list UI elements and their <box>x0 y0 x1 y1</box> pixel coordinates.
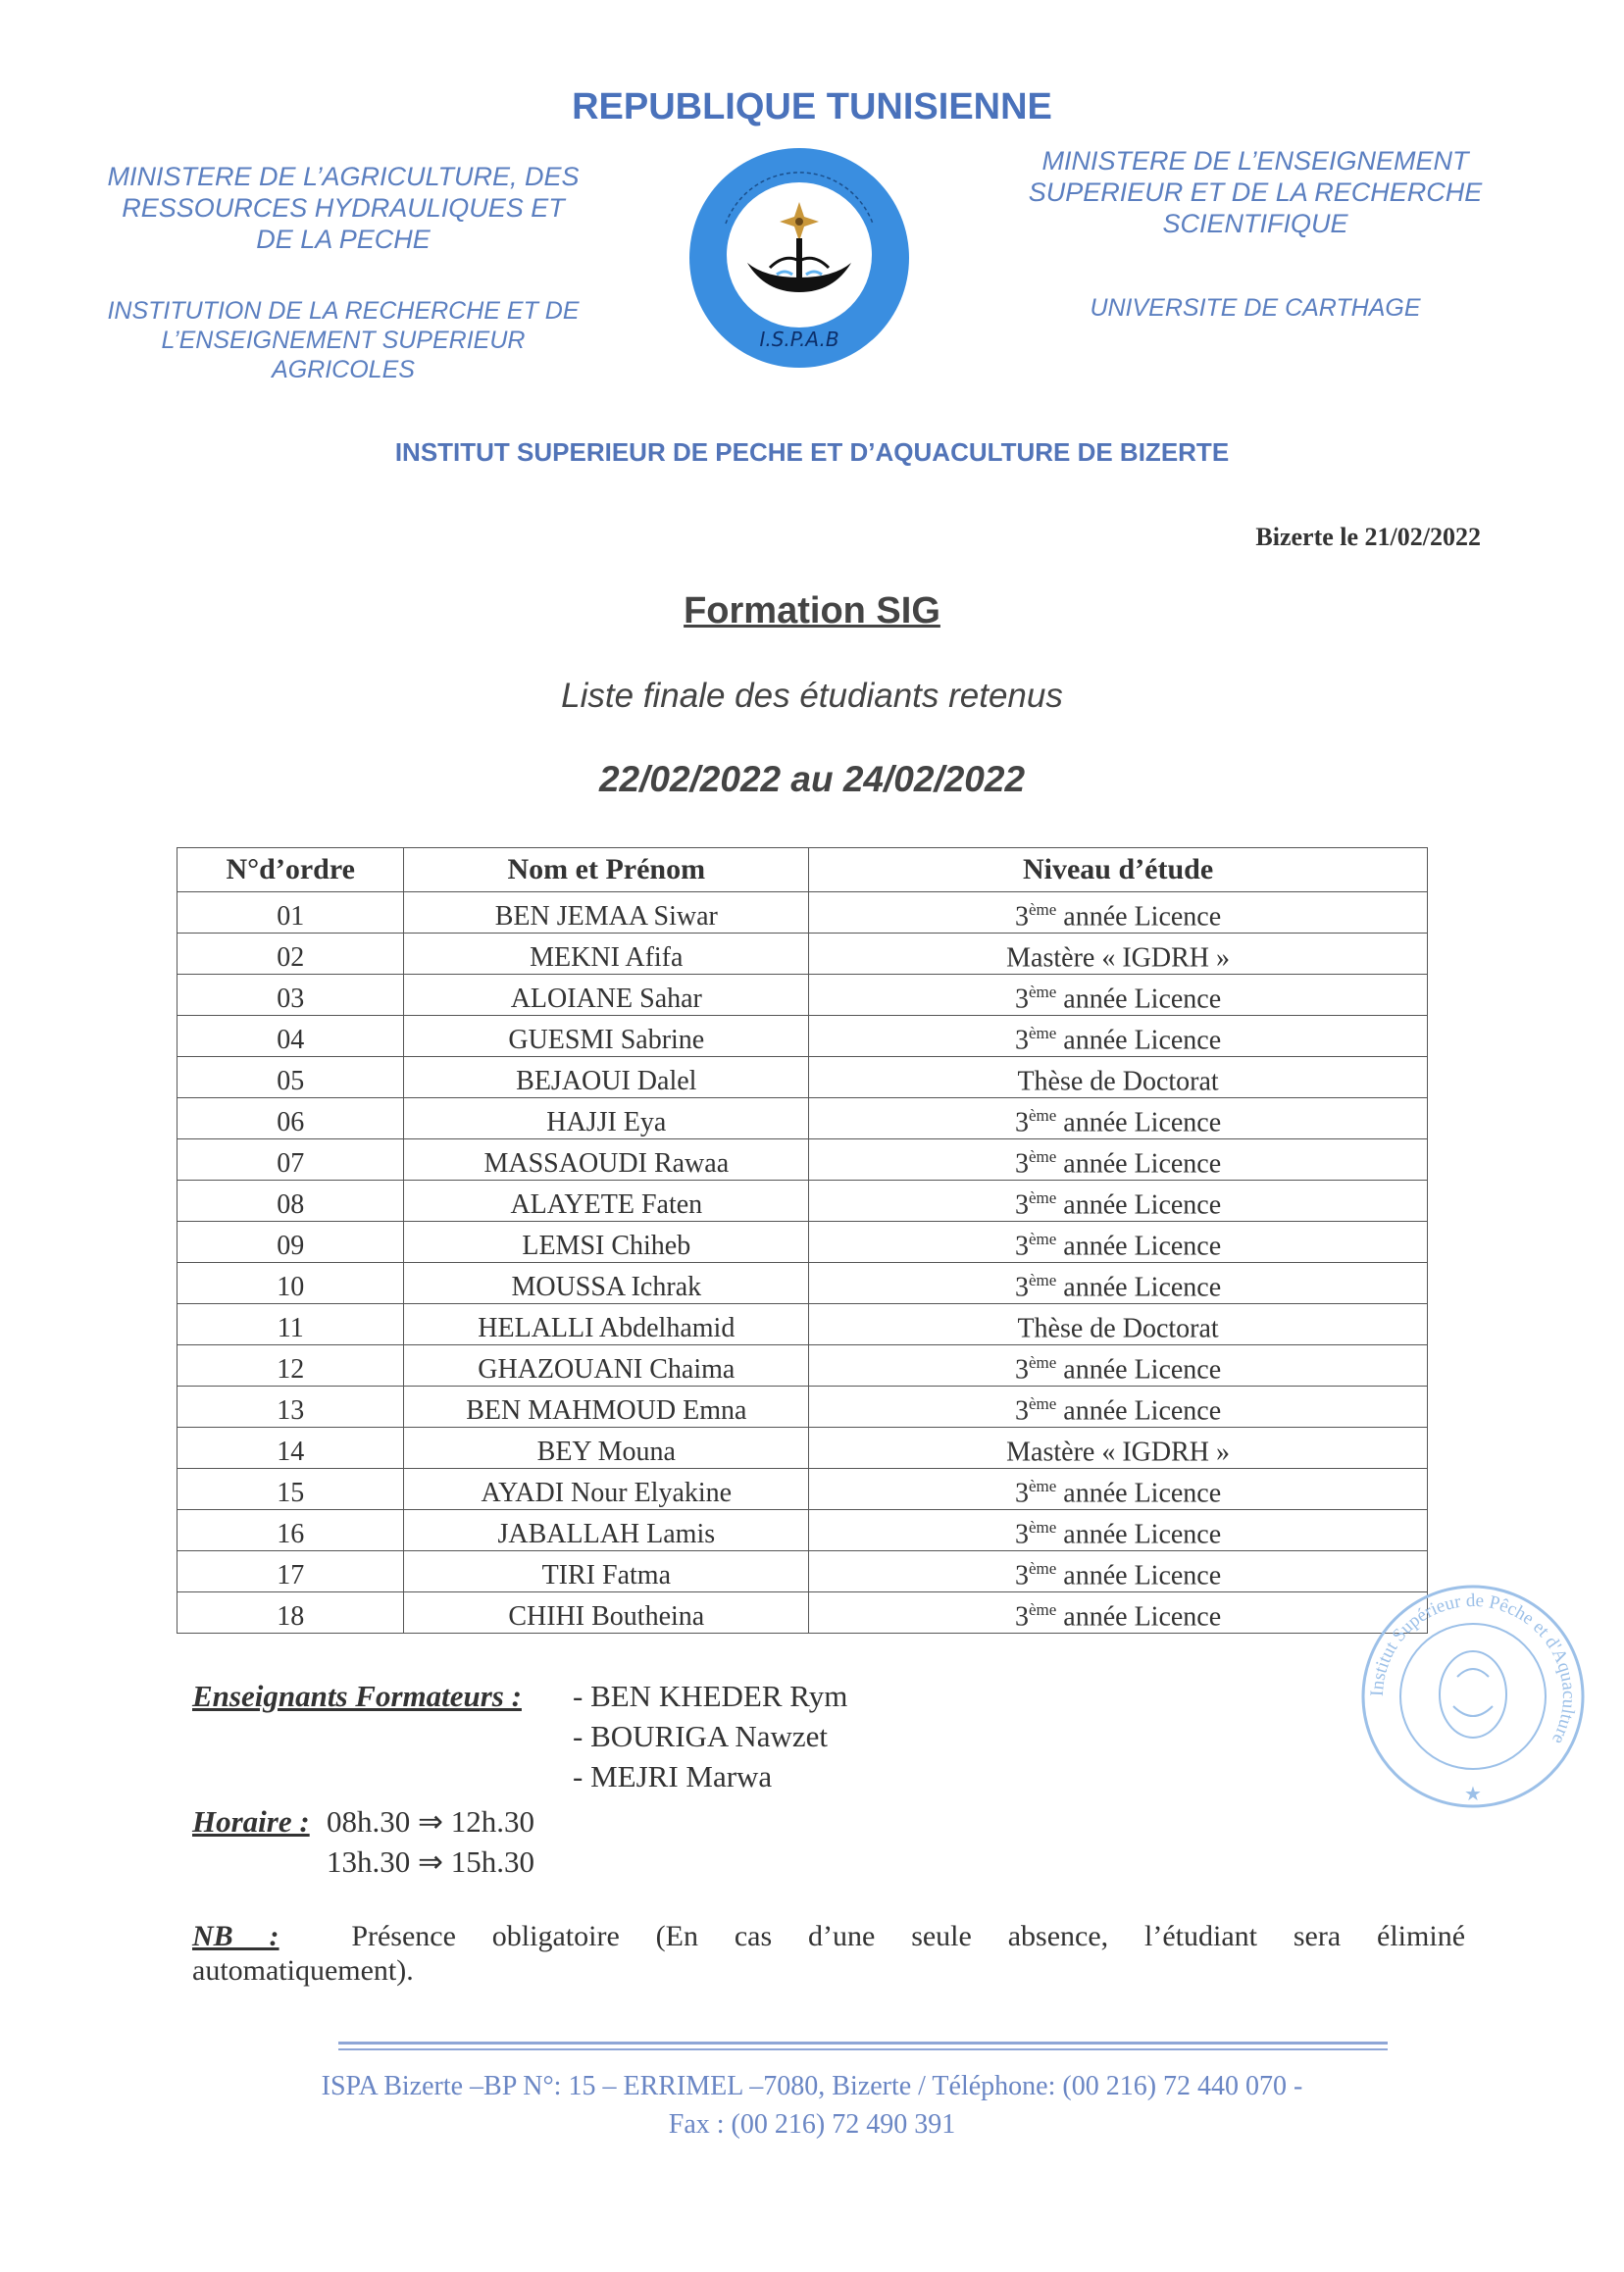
ispab-logo <box>686 145 912 371</box>
study-level-superscript: ème <box>1028 982 1057 1001</box>
table-row <box>178 1387 1428 1428</box>
table-row <box>178 1222 1428 1263</box>
study-level-superscript: ème <box>1028 1476 1057 1495</box>
student-name: BEN JEMAA Siwar <box>404 892 809 934</box>
study-level-text: année Licence <box>1056 1272 1222 1302</box>
table-row <box>178 975 1428 1016</box>
footer-fax: Fax : (00 216) 72 490 391 <box>668 2109 956 2140</box>
table-row <box>178 934 1428 975</box>
study-level-prefix: 3 <box>1014 1478 1029 1508</box>
study-level <box>809 1139 1428 1181</box>
study-level-text: année Licence <box>1056 984 1222 1014</box>
ministry-higher-education <box>990 145 1520 239</box>
ministry-agriculture-line: MINISTERE DE L’AGRICULTURE, DES <box>107 162 580 191</box>
study-level-prefix: 3 <box>1014 984 1029 1014</box>
note-text: Présence obligatoire (En cas d’une seule absence, l’étudiant sera éliminé <box>351 1920 1466 1952</box>
institution-research-line: L’ENSEIGNEMENT SUPERIEUR <box>161 327 526 354</box>
study-level <box>809 1510 1428 1551</box>
study-level <box>809 1016 1428 1057</box>
schedule-slot: 08h.30 ⇒ 12h.30 <box>327 1804 534 1839</box>
stamp-text-path: Institut Supérieur de Pêche et d'Aquaculture <box>1366 1590 1580 1747</box>
table-row <box>178 1139 1428 1181</box>
schedule-label: Horaire : <box>192 1804 310 1839</box>
study-level <box>809 892 1428 934</box>
students-table <box>177 847 1428 1634</box>
study-level-prefix: 3 <box>1014 1519 1029 1549</box>
study-level-text: Thèse de Doctorat <box>1017 1313 1219 1343</box>
row-number: 13 <box>178 1387 404 1428</box>
study-level-text: Thèse de Doctorat <box>1017 1066 1219 1096</box>
study-level <box>809 1469 1428 1510</box>
student-name: GHAZOUANI Chaima <box>404 1345 809 1387</box>
student-name: ALAYETE Faten <box>404 1181 809 1222</box>
study-level-superscript: ème <box>1028 1517 1057 1537</box>
row-number: 17 <box>178 1551 404 1592</box>
study-level-text: année Licence <box>1056 1107 1222 1137</box>
study-level-prefix: 3 <box>1014 1231 1029 1261</box>
study-level-text: Mastère « IGDRH » <box>1006 942 1230 973</box>
university-name: UNIVERSITE DE CARTHAGE <box>1090 294 1421 322</box>
row-number: 08 <box>178 1181 404 1222</box>
institute-name: INSTITUT SUPERIEUR DE PECHE ET D’AQUACULTURE DE BIZERTE <box>394 437 1230 467</box>
study-level-text: année Licence <box>1056 1148 1222 1179</box>
ministry-higher-education-line: SCIENTIFIQUE <box>1162 209 1348 238</box>
study-level <box>809 1304 1428 1345</box>
student-name: ALOIANE Sahar <box>404 975 809 1016</box>
study-level-text: année Licence <box>1056 1478 1222 1508</box>
student-name: LEMSI Chiheb <box>404 1222 809 1263</box>
student-name: TIRI Fatma <box>404 1551 809 1592</box>
row-number: 09 <box>178 1222 404 1263</box>
study-level-text: Mastère « IGDRH » <box>1006 1437 1230 1467</box>
study-level-text: année Licence <box>1056 1601 1222 1632</box>
institution-research-line: INSTITUTION DE LA RECHERCHE ET DE <box>107 297 580 325</box>
teacher-name: - MEJRI Marwa <box>573 1759 773 1793</box>
student-name: JABALLAH Lamis <box>404 1510 809 1551</box>
study-level-text: année Licence <box>1056 1025 1222 1055</box>
study-level <box>809 1345 1428 1387</box>
column-header-number: N°d’ordre <box>178 848 404 892</box>
study-level-text: année Licence <box>1056 1395 1222 1426</box>
row-number: 12 <box>178 1345 404 1387</box>
study-level-superscript: ème <box>1028 1352 1057 1372</box>
table-row <box>178 1592 1428 1634</box>
schedule-slot: 13h.30 ⇒ 15h.30 <box>327 1844 534 1879</box>
table-row <box>178 892 1428 934</box>
study-level-superscript: ème <box>1028 1393 1057 1413</box>
student-name: CHIHI Boutheina <box>404 1592 809 1634</box>
table-row <box>178 1057 1428 1098</box>
row-number: 16 <box>178 1510 404 1551</box>
table-row <box>178 1345 1428 1387</box>
table-row <box>178 1181 1428 1222</box>
study-level <box>809 1592 1428 1634</box>
teacher-name: - BEN KHEDER Rym <box>573 1679 848 1713</box>
study-level-text: année Licence <box>1056 1519 1222 1549</box>
study-level-superscript: ème <box>1028 1187 1057 1207</box>
student-name: BEJAOUI Dalel <box>404 1057 809 1098</box>
student-name: MASSAOUDI Rawaa <box>404 1139 809 1181</box>
row-number: 10 <box>178 1263 404 1304</box>
row-number: 18 <box>178 1592 404 1634</box>
document-title: Formation SIG <box>684 590 940 631</box>
table-row <box>178 1428 1428 1469</box>
study-level-superscript: ème <box>1028 1105 1057 1125</box>
row-number: 04 <box>178 1016 404 1057</box>
study-level-prefix: 3 <box>1014 901 1029 932</box>
table-row <box>178 1304 1428 1345</box>
row-number: 01 <box>178 892 404 934</box>
study-level-prefix: 3 <box>1014 1272 1029 1302</box>
teacher-name: - BOURIGA Nawzet <box>573 1719 829 1753</box>
study-level-superscript: ème <box>1028 1270 1057 1289</box>
note-continuation: automatiquement). <box>192 1954 414 1987</box>
student-name: BEY Mouna <box>404 1428 809 1469</box>
table-row <box>178 1551 1428 1592</box>
study-level-prefix: 3 <box>1014 1395 1029 1426</box>
study-level <box>809 1428 1428 1469</box>
student-name: MEKNI Afifa <box>404 934 809 975</box>
row-number: 07 <box>178 1139 404 1181</box>
study-level-text: année Licence <box>1056 901 1222 932</box>
student-name: AYADI Nour Elyakine <box>404 1469 809 1510</box>
table-row <box>178 1263 1428 1304</box>
logo-text: I.S.P.A.B <box>759 328 839 351</box>
row-number: 11 <box>178 1304 404 1345</box>
training-period: 22/02/2022 au 24/02/2022 <box>598 759 1026 799</box>
study-level-superscript: ème <box>1028 899 1057 919</box>
ministry-higher-education-line: SUPERIEUR ET DE LA RECHERCHE <box>1028 177 1483 207</box>
study-level-text: année Licence <box>1056 1560 1222 1590</box>
student-name: GUESMI Sabrine <box>404 1016 809 1057</box>
table-row <box>178 1098 1428 1139</box>
study-level <box>809 1222 1428 1263</box>
republic-title: REPUBLIQUE TUNISIENNE <box>572 86 1052 127</box>
student-name: BEN MAHMOUD Emna <box>404 1387 809 1428</box>
teachers-label: Enseignants Formateurs : <box>192 1679 522 1713</box>
column-header-level: Niveau d’étude <box>809 848 1428 892</box>
study-level-prefix: 3 <box>1014 1601 1029 1632</box>
ministry-agriculture-line: DE LA PECHE <box>256 225 431 254</box>
row-number: 06 <box>178 1098 404 1139</box>
study-level-prefix: 3 <box>1014 1189 1029 1220</box>
study-level-superscript: ème <box>1028 1023 1057 1042</box>
study-level-superscript: ème <box>1028 1599 1057 1619</box>
study-level-superscript: ème <box>1028 1146 1057 1166</box>
student-name: HELALLI Abdelhamid <box>404 1304 809 1345</box>
row-number: 02 <box>178 934 404 975</box>
study-level-prefix: 3 <box>1014 1025 1029 1055</box>
document-subtitle: Liste finale des étudiants retenus <box>561 677 1063 715</box>
ministry-agriculture-line: RESSOURCES HYDRAULIQUES ET <box>122 193 565 223</box>
table-header-row <box>178 848 1428 892</box>
study-level-text: année Licence <box>1056 1354 1222 1385</box>
row-number: 05 <box>178 1057 404 1098</box>
study-level <box>809 1057 1428 1098</box>
study-level-prefix: 3 <box>1014 1107 1029 1137</box>
institution-research <box>78 296 608 384</box>
table-row <box>178 1469 1428 1510</box>
row-number: 03 <box>178 975 404 1016</box>
row-number: 15 <box>178 1469 404 1510</box>
student-name: MOUSSA Ichrak <box>404 1263 809 1304</box>
note-label: NB : <box>192 1920 279 1952</box>
table-row <box>178 1510 1428 1551</box>
student-name: HAJJI Eya <box>404 1098 809 1139</box>
study-level <box>809 1551 1428 1592</box>
star-icon: ★ <box>1464 1784 1482 1805</box>
table-row <box>178 1016 1428 1057</box>
study-level-text: année Licence <box>1056 1231 1222 1261</box>
study-level-prefix: 3 <box>1014 1560 1029 1590</box>
study-level <box>809 975 1428 1016</box>
institute-stamp <box>1355 1579 1591 1814</box>
study-level <box>809 1263 1428 1304</box>
footer-divider <box>338 2042 1388 2045</box>
footer-address: ISPA Bizerte –BP N°: 15 – ERRIMEL –7080, Bizerte / Téléphone: (00 216) 72 440 070 - <box>321 2071 1303 2101</box>
study-level <box>809 1181 1428 1222</box>
footer-divider <box>338 2048 1388 2050</box>
study-level-prefix: 3 <box>1014 1354 1029 1385</box>
study-level-superscript: ème <box>1028 1558 1057 1578</box>
ministry-higher-education-line: MINISTERE DE L’ENSEIGNEMENT <box>1041 146 1469 176</box>
study-level <box>809 1387 1428 1428</box>
ministry-agriculture <box>78 161 608 255</box>
study-level-prefix: 3 <box>1014 1148 1029 1179</box>
study-level-superscript: ème <box>1028 1229 1057 1248</box>
institution-research-line: AGRICOLES <box>272 356 415 383</box>
date-line: Bizerte le 21/02/2022 <box>1255 523 1481 551</box>
study-level <box>809 1098 1428 1139</box>
column-header-name: Nom et Prénom <box>404 848 809 892</box>
study-level-text: année Licence <box>1056 1189 1222 1220</box>
note-paragraph <box>192 1918 1465 1954</box>
study-level <box>809 934 1428 975</box>
row-number: 14 <box>178 1428 404 1469</box>
